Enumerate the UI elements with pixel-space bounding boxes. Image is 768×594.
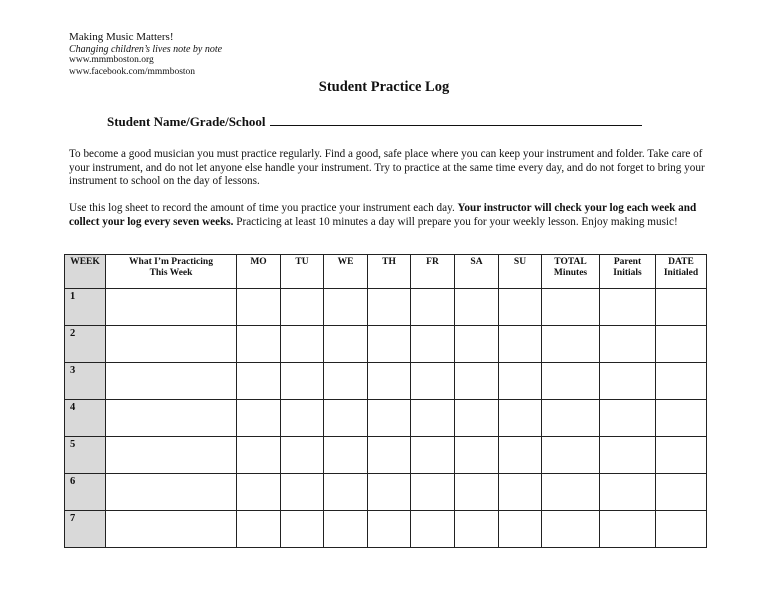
fr-cell[interactable] (411, 289, 455, 326)
log-instructions-paragraph (69, 202, 709, 229)
org-header (69, 32, 222, 78)
th-cell[interactable] (368, 400, 411, 437)
su-cell[interactable] (499, 326, 542, 363)
su-cell[interactable] (499, 474, 542, 511)
page-title: Student Practice Log (318, 79, 450, 95)
table-row (65, 289, 707, 326)
col-fr: FR (411, 255, 455, 289)
parent-initials-cell[interactable] (600, 400, 656, 437)
website-link[interactable]: www.mmmboston.org (69, 55, 154, 65)
sa-cell[interactable] (455, 511, 499, 548)
week-number-cell: 4 (65, 400, 106, 437)
week-number-cell: 7 (65, 511, 106, 548)
practicing-cell[interactable] (106, 474, 237, 511)
sa-cell[interactable] (455, 326, 499, 363)
week-number-cell: 2 (65, 326, 106, 363)
fr-cell[interactable] (411, 474, 455, 511)
facebook-link[interactable]: www.facebook.com/mmmboston (69, 66, 196, 77)
fr-cell[interactable] (411, 437, 455, 474)
mo-cell[interactable] (237, 326, 281, 363)
su-cell[interactable] (499, 437, 542, 474)
practicing-cell[interactable] (106, 437, 237, 474)
total-minutes-cell[interactable] (542, 400, 600, 437)
week-number-cell: 3 (65, 363, 106, 400)
student-name-label: Student Name/Grade/School (107, 114, 266, 129)
fr-cell[interactable] (411, 363, 455, 400)
total-minutes-cell[interactable] (542, 363, 600, 400)
tu-cell[interactable] (281, 289, 324, 326)
th-cell[interactable] (368, 363, 411, 400)
fr-cell[interactable] (411, 326, 455, 363)
practicing-cell[interactable] (106, 289, 237, 326)
col-su: SU (499, 255, 542, 289)
org-tagline: Changing children’s lives note by note (69, 43, 223, 55)
th-cell[interactable] (368, 326, 411, 363)
parent-initials-cell[interactable] (600, 437, 656, 474)
practicing-cell[interactable] (106, 400, 237, 437)
instructions-paragraph: To become a good musician you must practice regularly. Find a good, safe place where you can keep your instrument and folder. Take care of your instrument, and do not let anyone else handle your instrument. Try to practice at the same time every day, and do not forget to bring your instrument to school on the day of lessons. (69, 148, 705, 187)
week-number-cell: 5 (65, 437, 106, 474)
sa-cell[interactable] (455, 363, 499, 400)
col-practicing: What I’m Practicing This Week (106, 255, 237, 289)
practicing-cell[interactable] (106, 326, 237, 363)
date-initialed-cell[interactable] (656, 474, 707, 511)
date-initialed-cell[interactable] (656, 363, 707, 400)
mo-cell[interactable] (237, 437, 281, 474)
su-cell[interactable] (499, 289, 542, 326)
mo-cell[interactable] (237, 363, 281, 400)
su-cell[interactable] (499, 511, 542, 548)
week-number-cell: 6 (65, 474, 106, 511)
fr-cell[interactable] (411, 511, 455, 548)
col-week: WEEK (65, 255, 106, 289)
sa-cell[interactable] (455, 400, 499, 437)
parent-initials-cell[interactable] (600, 363, 656, 400)
parent-initials-cell[interactable] (600, 289, 656, 326)
student-name-blank[interactable] (270, 114, 642, 126)
we-cell[interactable] (324, 326, 368, 363)
tu-cell[interactable] (281, 400, 324, 437)
th-cell[interactable] (368, 474, 411, 511)
date-initialed-cell[interactable] (656, 511, 707, 548)
table-row (65, 474, 707, 511)
col-sa: SA (455, 255, 499, 289)
col-parent-initials: Parent Initials (600, 255, 656, 289)
th-cell[interactable] (368, 289, 411, 326)
week-number-cell: 1 (65, 289, 106, 326)
date-initialed-cell[interactable] (656, 400, 707, 437)
student-name-field (107, 114, 642, 130)
total-minutes-cell[interactable] (542, 326, 600, 363)
su-cell[interactable] (499, 363, 542, 400)
sa-cell[interactable] (455, 474, 499, 511)
mo-cell[interactable] (237, 474, 281, 511)
tu-cell[interactable] (281, 437, 324, 474)
we-cell[interactable] (324, 474, 368, 511)
sa-cell[interactable] (455, 289, 499, 326)
log-instructions-intro: Use this log sheet to record the amount of time you practice your instrument each day. (69, 202, 458, 214)
date-initialed-cell[interactable] (656, 437, 707, 474)
practice-log-table (64, 254, 707, 548)
we-cell[interactable] (324, 511, 368, 548)
col-we: WE (324, 255, 368, 289)
log-instructions-bold: Your instructor will check your log each week and collect your log every seven weeks. (69, 202, 697, 228)
date-initialed-cell[interactable] (656, 289, 707, 326)
we-cell[interactable] (324, 437, 368, 474)
th-cell[interactable] (368, 437, 411, 474)
mo-cell[interactable] (237, 400, 281, 437)
parent-initials-cell[interactable] (600, 511, 656, 548)
tu-cell[interactable] (281, 326, 324, 363)
th-cell[interactable] (368, 511, 411, 548)
practicing-cell[interactable] (106, 363, 237, 400)
total-minutes-cell[interactable] (542, 511, 600, 548)
tu-cell[interactable] (281, 474, 324, 511)
table-row (65, 511, 707, 548)
tu-cell[interactable] (281, 363, 324, 400)
su-cell[interactable] (499, 400, 542, 437)
col-date-initialed: DATE Initialed (656, 255, 707, 289)
date-initialed-cell[interactable] (656, 326, 707, 363)
tu-cell[interactable] (281, 511, 324, 548)
total-minutes-cell[interactable] (542, 289, 600, 326)
table-row (65, 437, 707, 474)
table-row (65, 363, 707, 400)
practicing-cell[interactable] (106, 511, 237, 548)
table-row (65, 400, 707, 437)
col-mo: MO (237, 255, 281, 289)
sa-cell[interactable] (455, 437, 499, 474)
org-name: Making Music Matters! (69, 31, 174, 43)
we-cell[interactable] (324, 363, 368, 400)
table-row (65, 326, 707, 363)
mo-cell[interactable] (237, 511, 281, 548)
we-cell[interactable] (324, 289, 368, 326)
parent-initials-cell[interactable] (600, 474, 656, 511)
col-th: TH (368, 255, 411, 289)
total-minutes-cell[interactable] (542, 474, 600, 511)
col-total-minutes: TOTAL Minutes (542, 255, 600, 289)
we-cell[interactable] (324, 400, 368, 437)
log-instructions-outro: Practicing at least 10 minutes a day will prepare you for your weekly lesson. Enjoy making music! (233, 215, 678, 228)
fr-cell[interactable] (411, 400, 455, 437)
mo-cell[interactable] (237, 289, 281, 326)
table-header-row (65, 255, 707, 289)
total-minutes-cell[interactable] (542, 437, 600, 474)
col-tu: TU (281, 255, 324, 289)
parent-initials-cell[interactable] (600, 326, 656, 363)
